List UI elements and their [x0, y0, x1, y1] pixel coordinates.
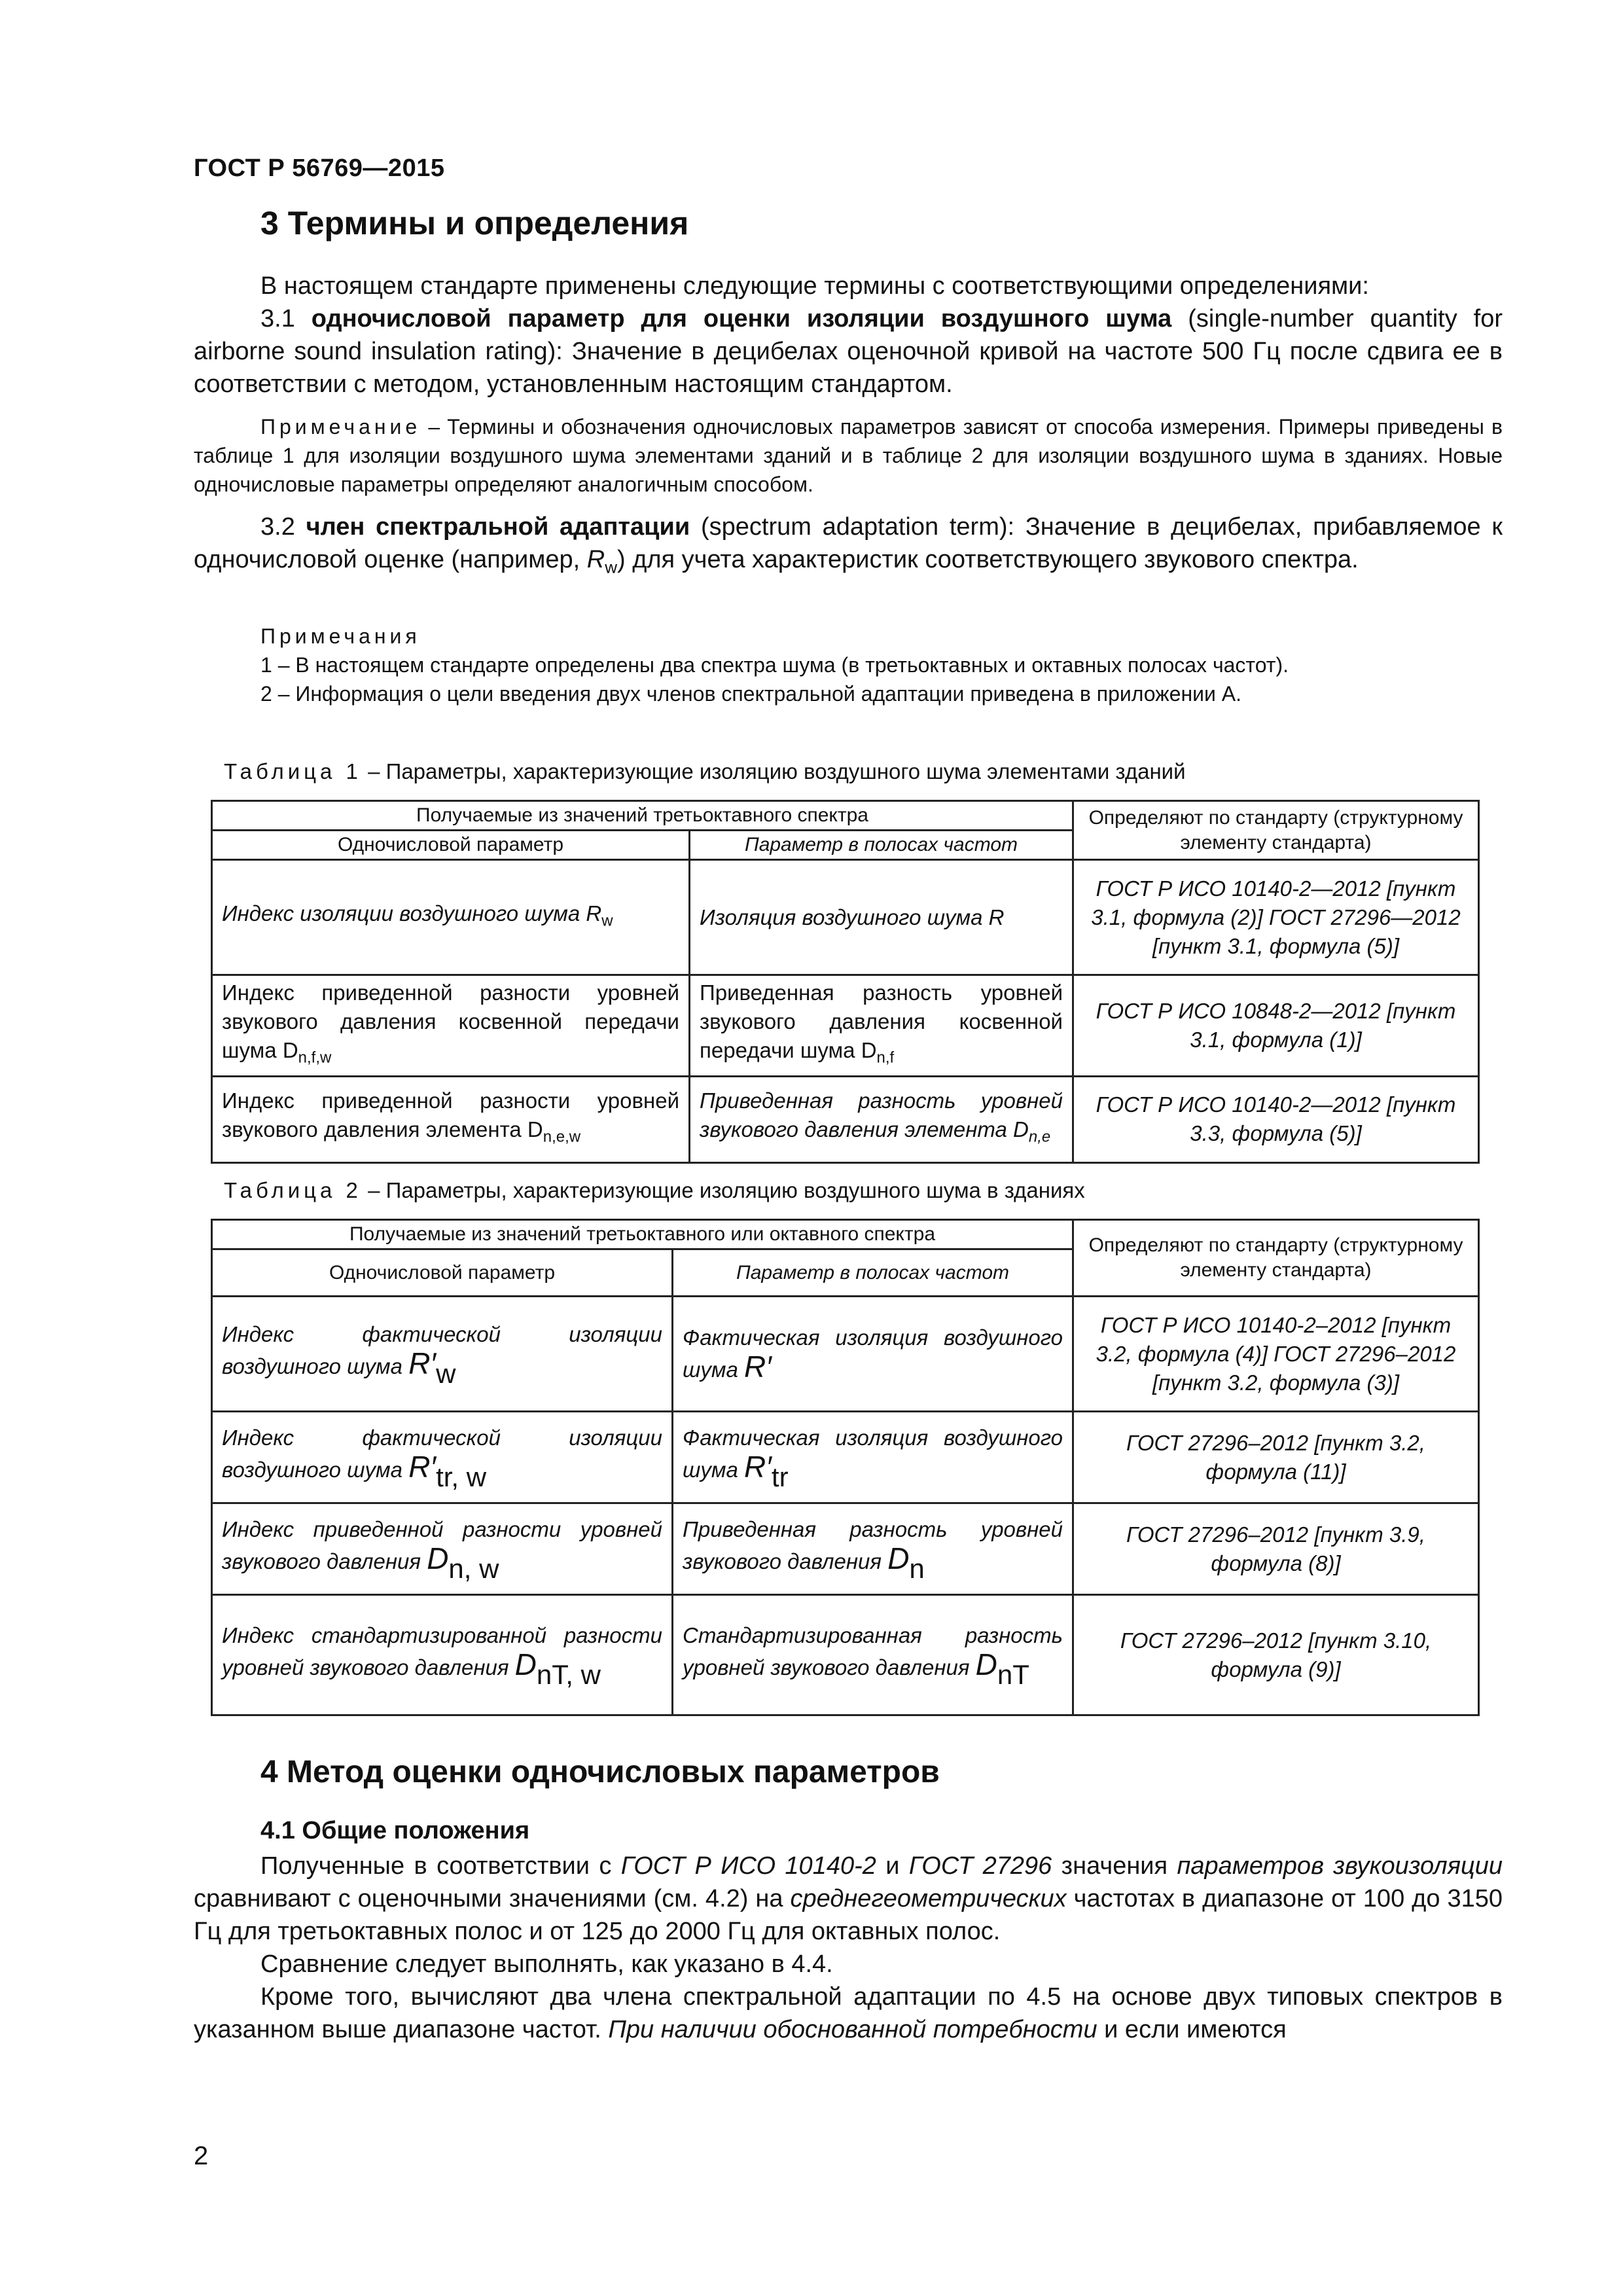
- table-1-col3-header: Определяют по стандарту (структурному элементу стандарта): [1073, 801, 1479, 860]
- table-2: [211, 1219, 1480, 1716]
- section-4-title: 4 Метод оценки одночисловых параметров: [260, 1755, 940, 1789]
- table-2-caption: Таблица 2 – Параметры, характеризующие изоляцию воздушного шума в зданиях: [224, 1178, 1085, 1202]
- notes-3-2: Примечания 1 – В настоящем стандарте определены два спектра шума (в третьоктавных и октавных полосах частот). 2 – Информация о цели введения двух членов спектральной адаптации приведена в приложении А.: [260, 624, 1289, 706]
- table-cell: Индекс приведенной разности уровней звукового давления косвенной передачи шума $D_{n,f,w}$: [212, 975, 690, 1077]
- table-cell: ГОСТ Р ИСО 10140-2–2012 [пункт 3.2, формула (4)] ГОСТ 27296–2012 [пункт 3.2, формула (3)]: [1073, 1297, 1479, 1412]
- table-1-caption: Таблица 1 – Параметры, характеризующие изоляцию воздушного шума элементами зданий: [224, 759, 1186, 783]
- table-cell: Индекс фактической изоляции воздушного шума R′w: [212, 1297, 673, 1412]
- table-1-col1-header: Одночисловой параметр: [212, 831, 690, 860]
- table-cell: ГОСТ 27296–2012 [пункт 3.2, формула (11)]: [1073, 1412, 1479, 1503]
- table-2-header-row: [212, 1220, 1479, 1249]
- table-row: [212, 1503, 1479, 1595]
- table-cell: ГОСТ Р ИСО 10140-2—2012 [пункт 3.1, формула (2)] ГОСТ 27296—2012 [пункт 3.1, формула (5)]: [1073, 860, 1479, 975]
- section-4-paragraph-2: Сравнение следует выполнять, как указано в 4.4.: [260, 1950, 833, 1978]
- table-cell: Фактическая изоляция воздушного шума R′tr: [673, 1412, 1073, 1503]
- term-3-2: 3.2 член спектральной адаптации (spectrum adaptation term): Значение в децибелах, прибавляемое к одночисловой оценке (например, $R_w$) для учета характеристик соответствующего звукового спектра.: [194, 513, 1503, 577]
- page-number: 2: [194, 2142, 209, 2170]
- term-3-1: 3.1 одночисловой параметр для оценки изоляции воздушного шума (single-number quantity for airborne sound insulation rating): Значение в децибелах оценочной кривой на частоте 500 Гц после сдвига ее в соответствии с методом, установленным настоящим стандартом.: [194, 305, 1503, 398]
- table-row: [212, 860, 1479, 975]
- table-row: [212, 975, 1479, 1077]
- table-cell: Приведенная разность уровней звукового давления косвенной передачи шума $D_{n,f}$: [690, 975, 1073, 1077]
- section-3-intro: В настоящем стандарте применены следующие термины с соответствующими определениями:: [260, 272, 1369, 300]
- note-3-1: Примечание – Термины и обозначения одночисловых параметров зависят от способа измерения. Примеры приведены в таблице 1 для изоляции воздушного шума элементами зданий и в таблице 2 для изоляции воздушного шума в зданиях. Новые одночисловые параметры определяют аналогичным способом.: [194, 415, 1503, 496]
- table-cell: Изоляция воздушного шума R: [690, 860, 1073, 975]
- table-2-col2-header: Параметр в полосах частот: [673, 1249, 1073, 1297]
- table-2-col3-header: Определяют по стандарту (структурному элементу стандарта): [1073, 1220, 1479, 1297]
- table-cell: Индекс фактической изоляции воздушного шума R′tr, w: [212, 1412, 673, 1503]
- table-cell: ГОСТ Р ИСО 10848-2—2012 [пункт 3.1, формула (1)]: [1073, 975, 1479, 1077]
- table-cell: Индекс стандартизированной разности уровней звукового давления DnT, w: [212, 1595, 673, 1715]
- table-1: [211, 800, 1480, 1164]
- table-cell: Приведенная разность уровней звукового давления элемента $D_{n,e}$: [690, 1076, 1073, 1162]
- section-4-paragraph-3: Кроме того, вычисляют два члена спектральной адаптации по 4.5 на основе двух типовых спектров в указанном выше диапазоне частот. При наличии обоснованной потребности и если имеются: [194, 1983, 1503, 2043]
- table-cell: Индекс изоляции воздушного шума $R_w$: [212, 860, 690, 975]
- section-4-paragraph-1: Полученные в соответствии с ГОСТ Р ИСО 10140-2 и ГОСТ 27296 значения параметров звукоизоляции сравнивают с оценочными значениями (см. 4.2) на среднегеометрических частотах в диапазоне от 100 до 3150 Гц для третьоктавных полос и от 125 до 2000 Гц для октавных полос.: [194, 1852, 1503, 1945]
- table-cell: Индекс приведенной разности уровней звукового давления Dn, w: [212, 1503, 673, 1595]
- table-cell: ГОСТ 27296–2012 [пункт 3.10, формула (9)]: [1073, 1595, 1479, 1715]
- subsection-4-1-title: 4.1 Общие положения: [260, 1817, 530, 1844]
- section-3-title: 3 Термины и определения: [260, 205, 689, 242]
- table-2-group-header: Получаемые из значений третьоктавного или октавного спектра: [212, 1220, 1073, 1249]
- table-cell: ГОСТ 27296–2012 [пункт 3.9, формула (8)]: [1073, 1503, 1479, 1595]
- table-row: [212, 1412, 1479, 1503]
- table-1-group-header: Получаемые из значений третьоктавного спектра: [212, 801, 1073, 831]
- table-cell: Индекс приведенной разности уровней звукового давления элемента $D_{n,e,w}$: [212, 1076, 690, 1162]
- table-row: [212, 1076, 1479, 1162]
- document-header: ГОСТ Р 56769—2015: [194, 154, 445, 182]
- table-cell: ГОСТ Р ИСО 10140-2—2012 [пункт 3.3, формула (5)]: [1073, 1076, 1479, 1162]
- table-cell: Фактическая изоляция воздушного шума R′: [673, 1297, 1073, 1412]
- table-1-header-row: [212, 801, 1479, 831]
- table-cell: Приведенная разность уровней звукового давления Dn: [673, 1503, 1073, 1595]
- table-2-col1-header: Одночисловой параметр: [212, 1249, 673, 1297]
- table-row: [212, 1297, 1479, 1412]
- table-cell: Стандартизированная разность уровней звукового давления DnT: [673, 1595, 1073, 1715]
- table-row: [212, 1595, 1479, 1715]
- table-1-col2-header: Параметр в полосах частот: [690, 831, 1073, 860]
